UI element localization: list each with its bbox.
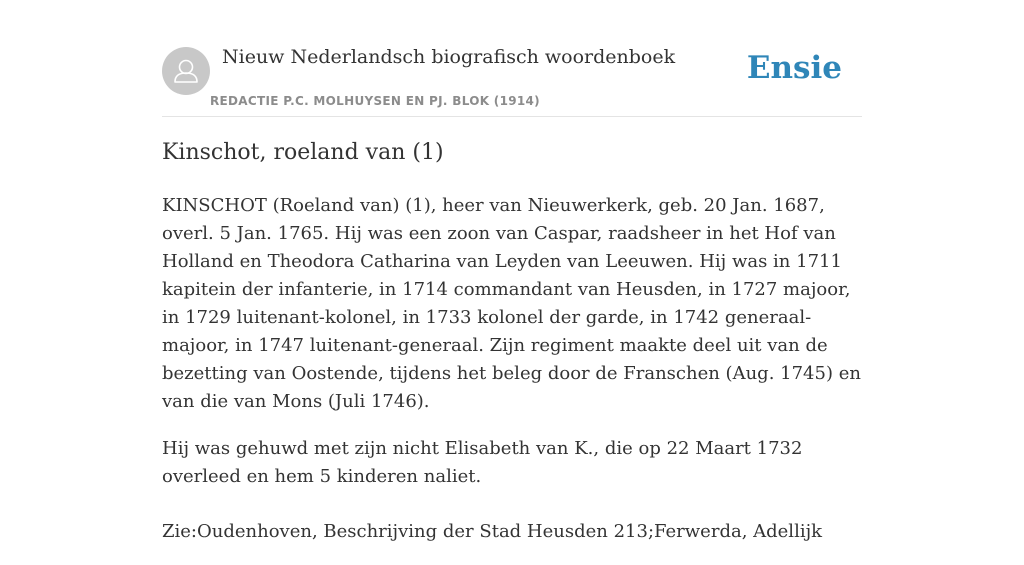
article-title: Kinschot, roeland van (1) [162,140,444,165]
user-silhouette-icon [162,47,210,95]
article-body [162,192,862,565]
ensie-logo[interactable]: Ensie [746,50,842,86]
book-title[interactable]: Nieuw Nederlandsch biografisch woordenboek [222,46,676,68]
header [162,36,862,117]
references: Zie:Oudenhoven, Beschrijving der Stad Heusden 213;Ferwerda, Adellijk [162,521,823,542]
author-avatar[interactable] [162,47,210,95]
paragraph-family: Hij was gehuwd met zijn nicht Elisabeth van K., die op 22 Maart 1732 overleed en hem 5 kinderen naliet. [162,438,803,487]
paragraph-biography: KINSCHOT (Roeland van) (1), heer van Nieuwerkerk, geb. 20 Jan. 1687, overl. 5 Jan. 1765. Hij was een zoon van Caspar, raadsheer in het Hof van Holland en Theodora Catharina van Leyden van Leeuwen. Hij was in 1711 kapitein der infanterie, in 1714 commandant van Heusden, in 1727 majoor, in 1729 luitenant-kolonel, in 1733 kolonel der garde, in 1742 generaal-majoor, in 1747 luitenant-generaal. Zijn regiment maakte deel uit van de bezetting van Oostende, tijdens het beleg door de Franschen (Aug. 1745) en van die van Mons (Juli 1746). [162,195,861,412]
editors-credit: REDACTIE P.C. MOLHUYSEN EN PJ. BLOK (1914) [210,94,540,108]
